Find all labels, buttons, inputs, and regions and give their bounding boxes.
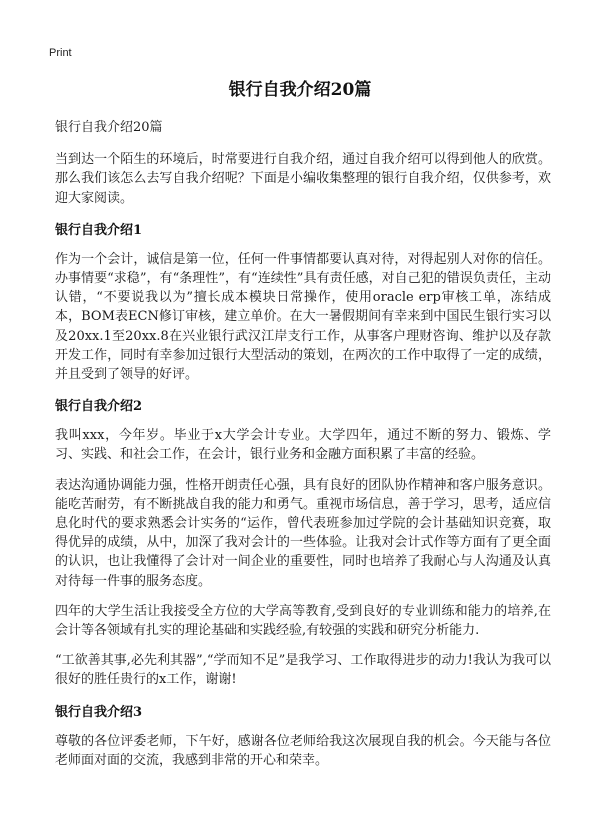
document-subtitle: 银行自我介绍20篇 bbox=[55, 120, 163, 135]
section-2-paragraph: 表达沟通协调能力强，性格开朗责任心强，具有良好的团队协作精神和客户服务意识。能吃苦耐劳，有不断挑战自我的能力和勇气。重视市场信息，善于学习，思考，适应信息化时代的要求熟悉会计实务的“运作，曾代表班参加过学院的会计基础知识竞赛，取得优异的成绩，从中，加深了我对会计的一些体验。让我对会计式作等方面有了更全面的认识，也让我懂得了会计对一间企业的重要性，同时也培养了我耐心与人沟通及认真对待每一件事的服务态度。 bbox=[55, 477, 551, 589]
document-body bbox=[55, 118, 551, 781]
print-link[interactable]: Print bbox=[49, 47, 72, 59]
section-3-paragraph: 尊敬的各位评委老师，下午好，感谢各位老师给我这次展现自我的机会。今天能与各位老师面对面的交流，我感到非常的开心和荣幸。 bbox=[55, 733, 551, 768]
section-2-paragraph: “工欲善其事,必先利其器”,“学而知不足”是我学习、工作取得进步的动力!我认为我可以很好的胜任贵行的x工作，谢谢! bbox=[55, 653, 551, 688]
section-1-paragraph: 作为一个会计，诚信是第一位，任何一件事情都要认真对待，对得起别人对你的信任。办事情要“求稳”，有“条理性”，有“连续性”具有责任感，对自己犯的错误负责任，主动认错，“不要说我以为”擅长成本模块日常操作，使用oracle erp审核工单，冻结成本，BOM表ECN修订审核，建立单价。在大一暑假期间有幸来到中国民生银行实习以及20xx.1至20xx.8在兴业银行武汉江岸支行工作，从事客户理财咨询、维护以及存款开发工作，同时有幸参加过银行大型活动的策划，在两次的工作中取得了一定的成绩，并且受到了领导的好评。 bbox=[55, 251, 551, 383]
section-2-paragraph: 我叫xxx，今年岁。毕业于x大学会计专业。大学四年，通过不断的努力、锻炼、学习、实践、和社会工作，在会计，银行业务和金融方面积累了丰富的经验。 bbox=[55, 428, 551, 463]
intro-paragraph: 当到达一个陌生的环境后，时常要进行自我介绍，通过自我介绍可以得到他人的欣赏。那么我们该怎么去写自我介绍呢？下面是小编收集整理的银行自我介绍，仅供参考，欢迎大家阅读。 bbox=[55, 152, 551, 206]
document-title: 银行自我介绍20篇 bbox=[228, 80, 372, 100]
section-2-paragraph: 四年的大学生活让我接受全方位的大学高等教育,受到良好的专业训练和能力的培养,在会计等各领域有扎实的理论基础和实践经验,有较强的实践和研究分析能力. bbox=[55, 603, 551, 639]
section-heading-1: 银行自我介绍1 bbox=[55, 222, 143, 238]
section-heading-2: 银行自我介绍2 bbox=[55, 399, 143, 415]
section-heading-3: 银行自我介绍3 bbox=[55, 704, 143, 720]
